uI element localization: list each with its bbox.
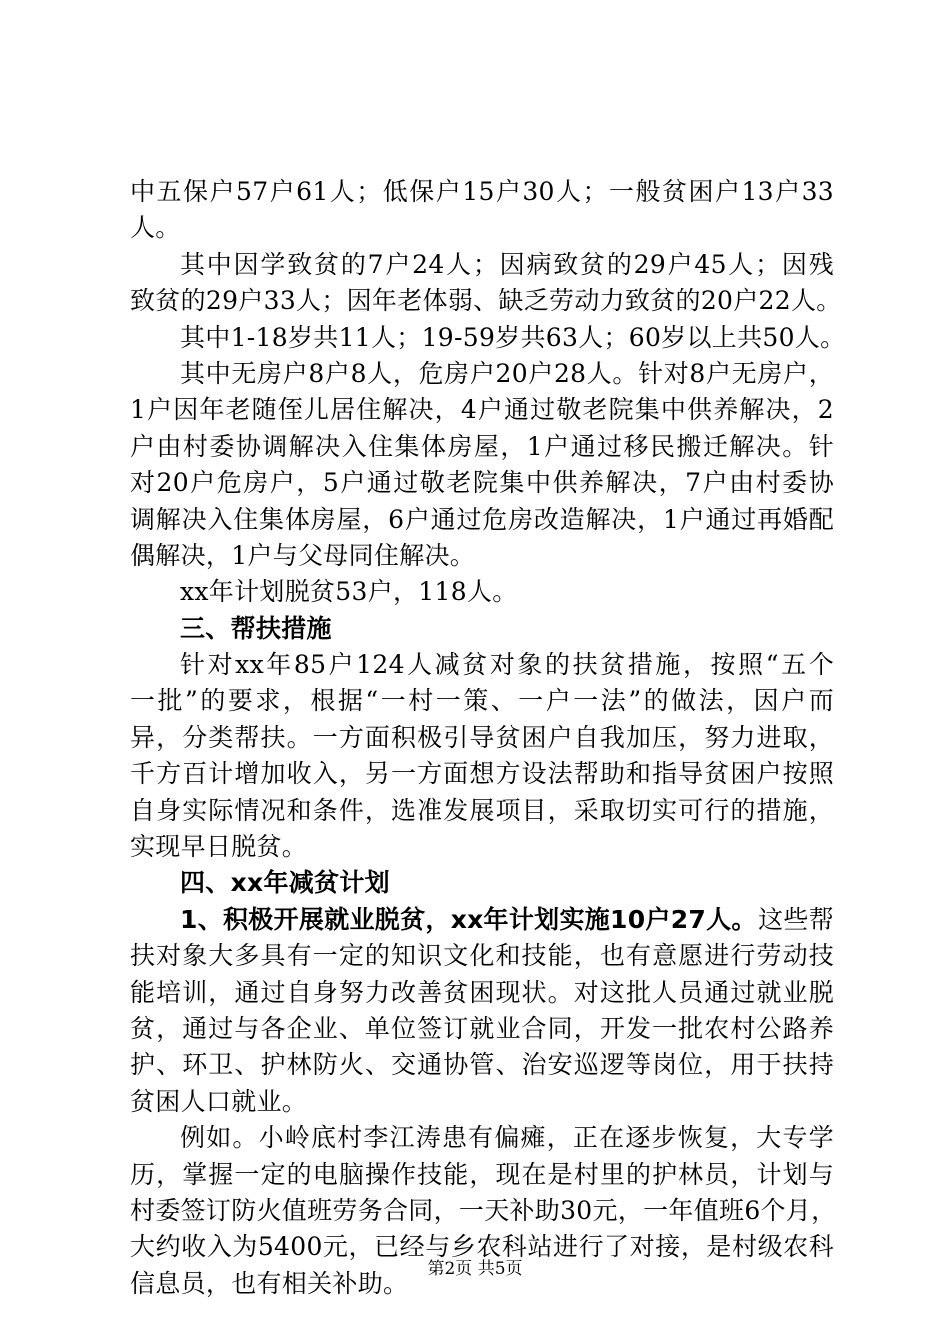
text-line: 例如。小岭底村李江涛患有偏瘫，正在逐步恢复，大专学 [180,1123,834,1153]
text-fragment: 这些帮 [758,904,834,934]
text-line [130,902,834,938]
text-line: 户由村委协调解决入住集体房屋，1户通过移民搬迁解决。针 [130,431,834,461]
text-line: xx年计划脱贫53户，118人。 [180,577,518,607]
text-line: 其中因学致贫的7户24人；因病致贫的29户45人；因残 [180,249,834,279]
text-line: 贫，通过与各企业、单位签订就业合同，开发一批农村公路养 [130,1013,834,1043]
text-line: 村委签订防火值班劳务合同，一天补助30元，一年值班6个月， [130,1195,837,1225]
text-line: 针对xx年85户124人减贫对象的扶贫措施，按照“五个 [180,650,834,680]
text-line: 自身实际情况和条件，选准发展项目，采取切实可行的措施， [130,795,834,825]
text-line: 调解决入住集体房屋，6户通过危房改造解决，1户通过再婚配 [130,504,834,534]
text-line: 致贫的29户33人；因年老体弱、缺乏劳动力致贫的20户22人。 [130,286,842,316]
text-line: 中五保户57户61人；低保户15户30人；一般贫困户13户33 [130,177,834,206]
text-line: 实现早日脱贫。 [130,832,308,862]
page-indicator: 第2页 共5页 [427,1259,523,1279]
text-line: 历，掌握一定的电脑操作技能，现在是村里的护林员，计划与 [130,1159,834,1189]
text-line: 贫困人口就业。 [130,1086,308,1116]
text-line: 其中无房户8户8人，危房户20户28人。针对8户无房户， [180,358,834,388]
bold-lead-sentence: 1、积极开展就业脱贫，xx年计划实施10户27人。 [180,904,757,934]
text-line: 一批”的要求，根据“一村一策、一户一法”的做法，因户而 [130,686,834,716]
text-line: 对20户危房户，5户通过敬老院集中供养解决，7户由村委协 [130,468,834,498]
text-line: 异，分类帮扶。一方面积极引导贫困户自我加压，努力进取， [130,722,834,752]
text-line: 偶解决，1户与父母同住解决。 [130,540,476,570]
text-line: 护、环卫、护林防火、交通协管、治安巡逻等岗位，用于扶持 [130,1050,834,1080]
text-line: 千方百计增加收入，另一方面想方设法帮助和指导贫困户按照 [130,759,834,789]
text-line: 能培训，通过自身努力改善贫困现状。对这批人员通过就业脱 [130,977,834,1007]
text-line: 人。 [130,213,181,243]
text-line: 其中1-18岁共11人；19-59岁共63人；60岁以上共50人。 [180,322,846,352]
document-body [130,174,846,1302]
text-line: 信息员，也有相关补助。 [130,1268,409,1298]
section-heading: 三、帮扶措施 [180,613,332,643]
text-line: 大约收入为5400元，已经与乡农科站进行了对接，是村级农科 [130,1232,834,1262]
page-footer [0,1254,950,1279]
text-line: 扶对象大多具有一定的知识文化和技能，也有意愿进行劳动技 [130,941,834,971]
text-line: 1户因年老随侄儿居住解决，4户通过敬老院集中供养解决，2 [130,395,834,425]
section-heading: 四、xx年减贫计划 [180,868,390,898]
